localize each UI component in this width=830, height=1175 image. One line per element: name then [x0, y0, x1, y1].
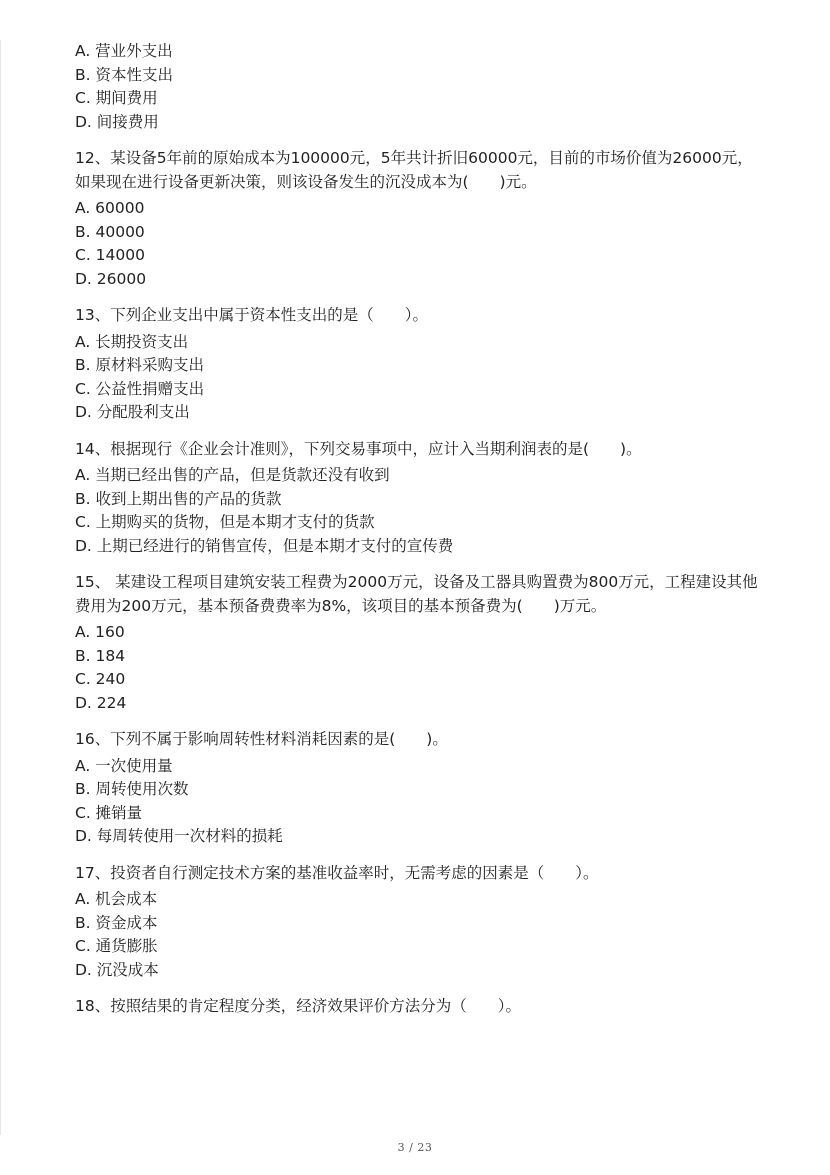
option-item: B. 184 [75, 646, 126, 665]
option-item: B. 40000 [75, 222, 145, 241]
question-text: 13、下列企业支出中属于资本性支出的是（ ）。 [75, 306, 428, 324]
document-body [75, 40, 765, 1022]
option-item: D. 224 [75, 693, 127, 712]
question-text: 17、投资者自行测定技术方案的基准收益率时，无需考虑的因素是（ ）。 [75, 863, 599, 882]
option-list [75, 40, 765, 134]
option-item: A. 当期已经出售的产品，但是货款还没有收到 [75, 466, 390, 484]
option-item: C. 公益性捐赠支出 [75, 379, 205, 398]
question-text: 15、 某建设工程项目建筑安装工程费为2000万元，设备及工器具购置费为800万元，工程建设其他费用为200万元，基本预备费费率为8%，该项目的基本预备费为( )万元。 [75, 573, 758, 615]
question-text: 14、根据现行《企业会计准则》，下列交易事项中，应计入当期利润表的是( )。 [75, 439, 642, 458]
option-item: B. 资金成本 [75, 913, 158, 932]
question-block [75, 571, 765, 715]
option-item: A. 60000 [75, 199, 145, 217]
option-item: B. 资本性支出 [75, 65, 173, 84]
option-item: A. 长期投资支出 [75, 332, 189, 351]
option-item: D. 每周转使用一次材料的损耗 [75, 827, 283, 845]
option-item: C. 期间费用 [75, 89, 158, 107]
page-number: 3 / 23 [397, 1141, 433, 1154]
option-item: D. 分配股利支出 [75, 403, 190, 421]
question-block [75, 147, 765, 291]
question-block [75, 728, 765, 849]
question-text: 18、按照结果的肯定程度分类，经济效果评价方法分为（ ）。 [75, 997, 521, 1015]
option-item: C. 上期购买的货物，但是本期才支付的货款 [75, 513, 375, 531]
page-edge [0, 40, 1, 1135]
option-item: D. 间接费用 [75, 112, 159, 131]
option-item: D. 沉没成本 [75, 960, 159, 979]
option-item: C. 通货膨胀 [75, 937, 158, 955]
option-item: A. 一次使用量 [75, 756, 173, 775]
question-block [75, 438, 765, 559]
question-text: 12、某设备5年前的原始成本为100000元，5年共计折旧60000元，目前的市场价值为26000元，如果现在进行设备更新决策，则该设备发生的沉没成本为( )元。 [75, 149, 753, 191]
option-item: B. 周转使用次数 [75, 780, 189, 798]
option-item: A. 160 [75, 623, 125, 641]
option-item: B. 收到上期出售的产品的货款 [75, 489, 282, 508]
option-item: B. 原材料采购支出 [75, 356, 204, 374]
option-item: C. 240 [75, 670, 126, 688]
question-block [75, 995, 765, 1019]
option-item: A. 营业外支出 [75, 42, 173, 60]
question-block [75, 862, 765, 983]
option-item: C. 摊销量 [75, 803, 143, 822]
question-block [75, 304, 765, 425]
option-item: D. 26000 [75, 269, 147, 288]
question-text: 16、下列不属于影响周转性材料消耗因素的是( )。 [75, 730, 448, 748]
option-item: A. 机会成本 [75, 890, 158, 908]
option-item: D. 上期已经进行的销售宣传，但是本期才支付的宣传费 [75, 536, 454, 555]
option-item: C. 14000 [75, 246, 145, 264]
